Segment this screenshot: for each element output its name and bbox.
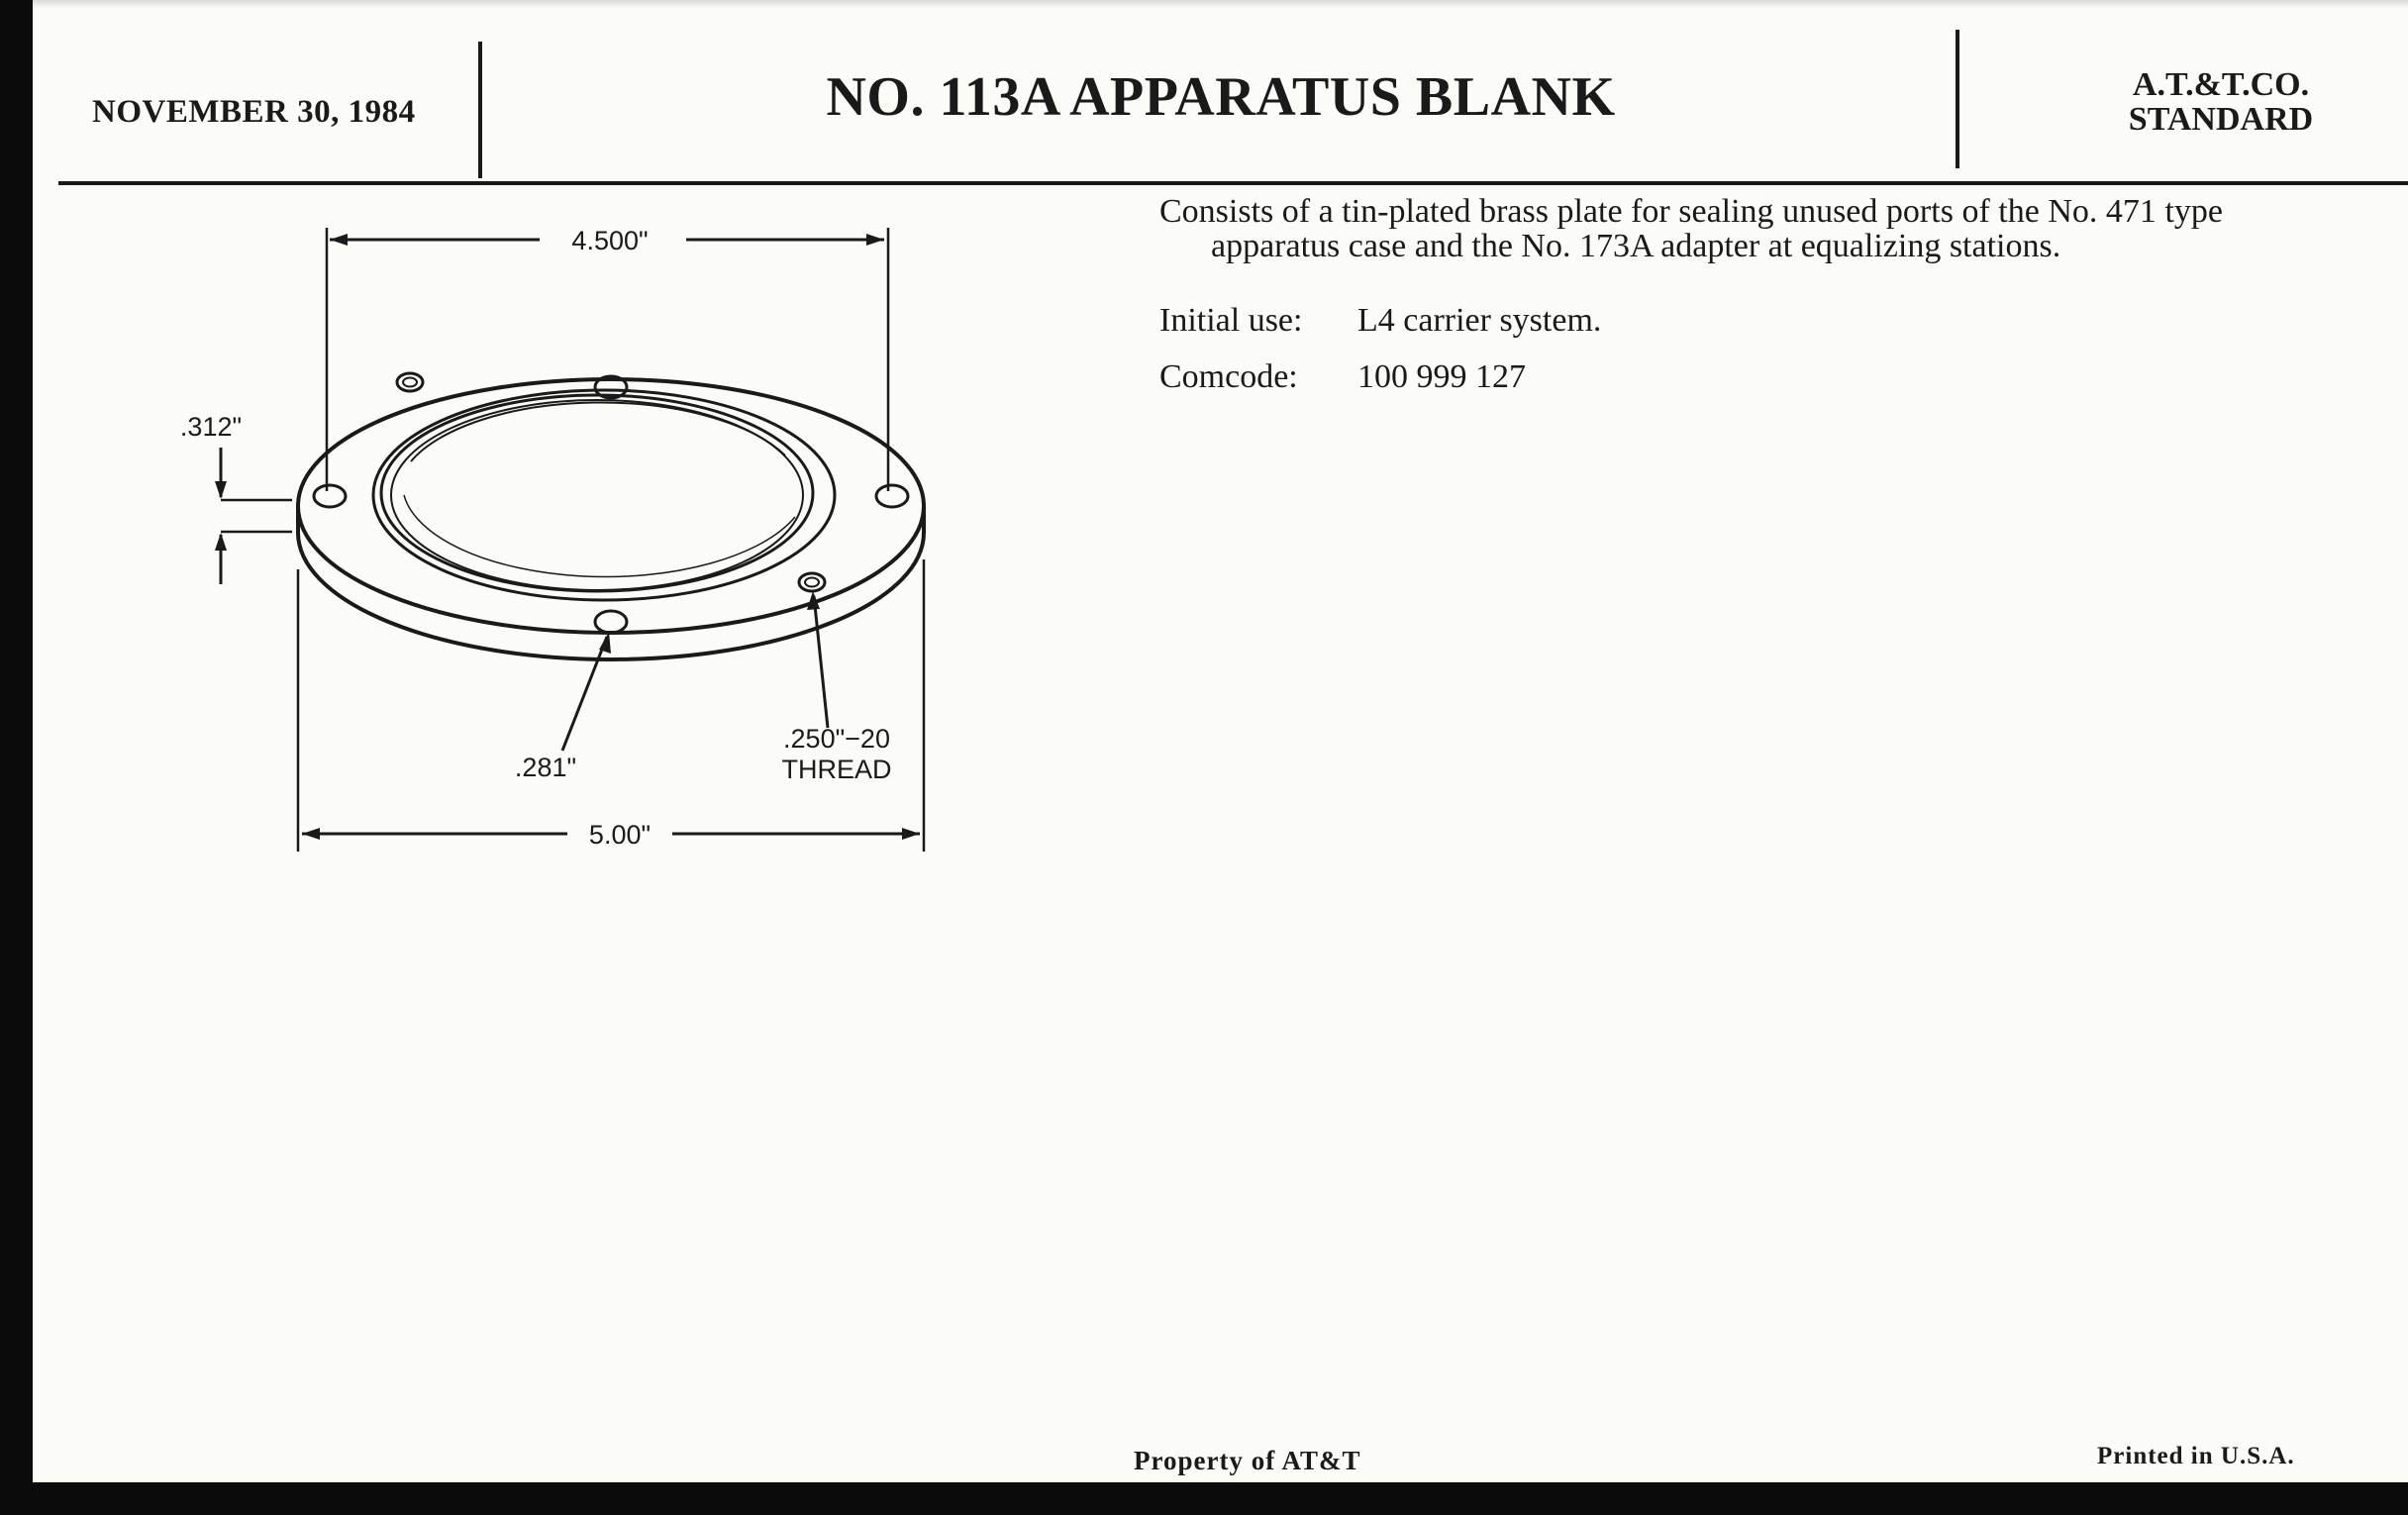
card-top-edge [33,0,2408,8]
property-notice: Property of AT&T [1134,1446,1361,1475]
dim-thread-label: THREAD [781,755,892,784]
header-rule [58,181,2408,185]
threaded-hole-upper-left [397,373,423,391]
dim-inner-diameter: 4.500" [571,226,649,255]
comcode-label: Comcode: [1159,358,1298,395]
company-standard [2072,67,2369,137]
initial-use-label: Initial use: [1159,302,1303,339]
initial-use-row [1159,302,1601,340]
description-text: Consists of a tin-plated brass plate for sealing unused ports of the No. 471 type apparatus case and the No. 173A adapter at equalizing stations. [1159,193,2223,264]
header-divider-left [478,42,482,178]
comcode-row [1159,358,1526,396]
header-divider-right [1956,30,1959,168]
printed-notice: Printed in U.S.A. [2097,1443,2295,1469]
dim-outer-diameter: 5.00" [588,820,652,850]
company-name: A.T.&T.CO. [2132,66,2310,103]
dim-hole-diameter: .281" [514,753,577,782]
standard-label: STANDARD [2128,101,2314,138]
spec-card [33,0,2408,1482]
issue-date: NOVEMBER 30, 1984 [92,94,416,130]
scan-bottom-band [0,1482,2408,1515]
comcode-value: 100 999 127 [1357,358,1526,395]
apparatus-blank-drawing [33,198,1023,911]
dim-thickness: .312" [179,412,243,442]
page-title: NO. 113A APPARATUS BLANK [826,66,1616,128]
initial-use-value: L4 carrier system. [1357,302,1602,339]
dim-thread-size: .250"−20 [783,724,890,754]
